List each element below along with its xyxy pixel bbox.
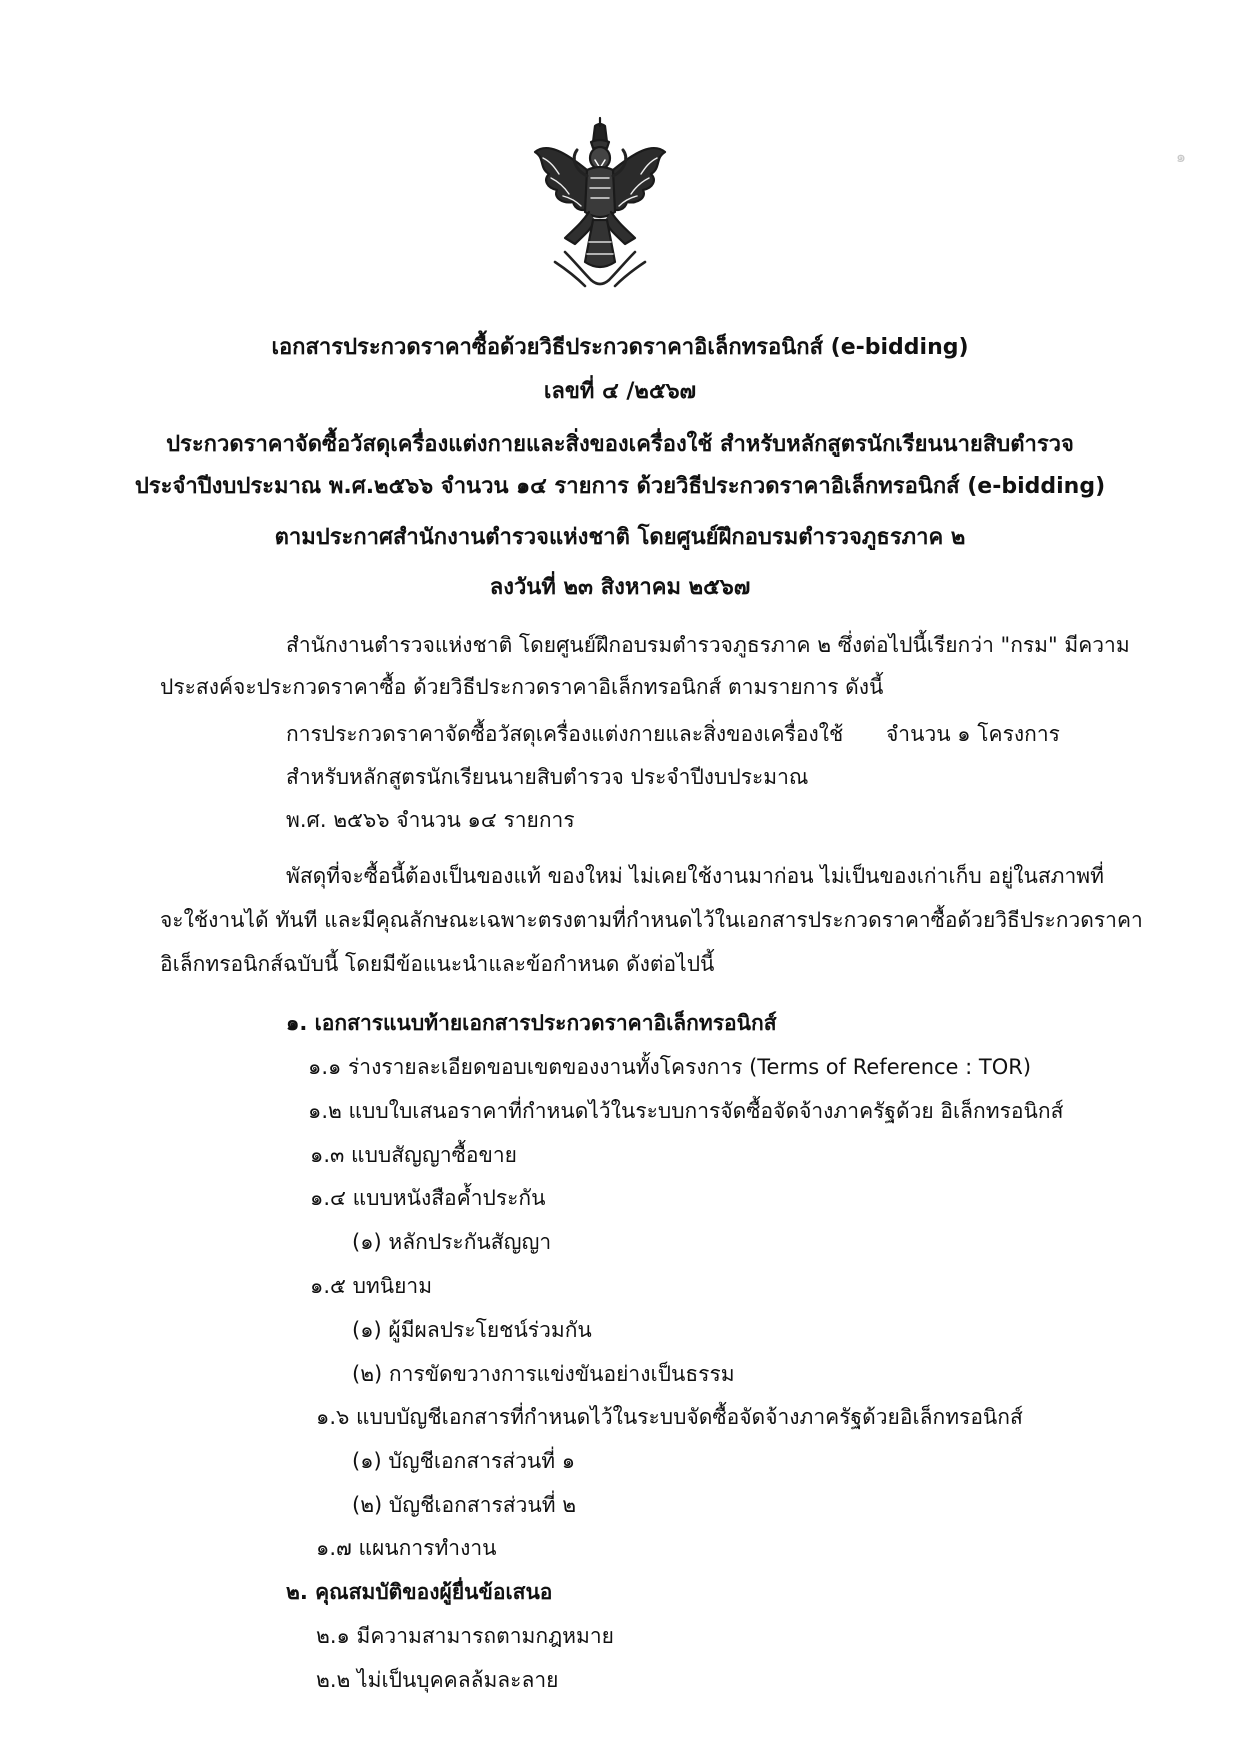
garuda-emblem: [525, 112, 675, 292]
item-1-5-1: (๑) ผู้มีผลประโยชน์ร่วมกัน: [352, 1318, 592, 1342]
faint-page-mark: ๑: [1175, 147, 1186, 166]
supplies-line-2: จะใช้งานได้ ทันที และมีคุณลักษณะเฉพาะตรงตามที่กำหนดไว้ในเอกสารประกวดราคาซื้อด้วยวิธีประกวดราคา: [160, 908, 1143, 932]
item-1-5-2: (๒) การขัดขวางการแข่งขันอย่างเป็นธรรม: [352, 1362, 735, 1386]
announcement-line: ตามประกาศสำนักงานตำรวจแห่งชาติ โดยศูนย์ฝึกอบรมตำรวจภูธรภาค ๒: [274, 525, 966, 550]
item-1-2: ๑.๒ แบบใบเสนอราคาที่กำหนดไว้ในระบบการจัดซื้อจัดจ้างภาครัฐด้วย อิเล็กทรอนิกส์: [308, 1099, 1064, 1123]
intro-line-2: ประสงค์จะประกวดราคาซื้อ ด้วยวิธีประกวดราคาอิเล็กทรอนิกส์ ตามรายการ ดังนี้: [160, 675, 884, 699]
announcement-date: ลงวันที่ ๒๓ สิงหาคม ๒๕๖๗: [489, 575, 751, 600]
intro-line-1: สำนักงานตำรวจแห่งชาติ โดยศูนย์ฝึกอบรมตำรวจภูธรภาค ๒ ซึ่งต่อไปนี้เรียกว่า "กรม" มีความ: [286, 633, 1130, 657]
item-1-6: ๑.๖ แบบบัญชีเอกสารที่กำหนดไว้ในระบบจัดซื้อจัดจ้างภาครัฐด้วยอิเล็กทรอนิกส์: [316, 1405, 1023, 1429]
subject-line-1: ประกวดราคาจัดซื้อวัสดุเครื่องแต่งกายและสิ่งของเครื่องใช้ สำหรับหลักสูตรนักเรียนนายสิบตำรวจ: [166, 432, 1074, 457]
item-1-3: ๑.๓ แบบสัญญาซื้อขาย: [310, 1143, 517, 1167]
item-2-1: ๒.๑ มีความสามารถตามกฎหมาย: [316, 1624, 614, 1648]
item-2-2: ๒.๒ ไม่เป็นบุคคลล้มละลาย: [316, 1668, 559, 1692]
item-1-7: ๑.๗ แผนการทำงาน: [316, 1536, 497, 1560]
item-1-6-1: (๑) บัญชีเอกสารส่วนที่ ๑: [352, 1449, 576, 1473]
item-1-6-2: (๒) บัญชีเอกสารส่วนที่ ๒: [352, 1493, 577, 1517]
supplies-line-1: พัสดุที่จะซื้อนี้ต้องเป็นของแท้ ของใหม่ ไม่เคยใช้งานมาก่อน ไม่เป็นของเก่าเก็บ อยู่ในสภาพที่: [286, 864, 1104, 888]
item-1-4: ๑.๔ แบบหนังสือค้ำประกัน: [310, 1186, 546, 1210]
item-1-1: ๑.๑ ร่างรายละเอียดขอบเขตของงานทั้งโครงการ (Terms of Reference : TOR): [308, 1055, 1032, 1079]
item-1-5: ๑.๕ บทนิยาม: [310, 1274, 433, 1298]
subject-line-2: ประจำปีงบประมาณ พ.ศ.๒๕๖๖ จำนวน ๑๔ รายการ ด้วยวิธีประกวดราคาอิเล็กทรอนิกส์ (e-bidding): [134, 474, 1106, 499]
section-1-heading: ๑. เอกสารแนบท้ายเอกสารประกวดราคาอิเล็กทรอนิกส์: [286, 1011, 777, 1035]
document-title: เอกสารประกวดราคาซื้อด้วยวิธีประกวดราคาอิเล็กทรอนิกส์ (e-bidding): [271, 335, 969, 360]
item-line-2: สำหรับหลักสูตรนักเรียนนายสิบตำรวจ ประจำปีงบประมาณ: [286, 765, 809, 789]
supplies-line-3: อิเล็กทรอนิกส์ฉบับนี้ โดยมีข้อแนะนำและข้อกำหนด ดังต่อไปนี้: [160, 952, 715, 976]
item-line-3: พ.ศ. ๒๕๖๖ จำนวน ๑๔ รายการ: [286, 808, 575, 832]
item-line-1: การประกวดราคาจัดซื้อวัสดุเครื่องแต่งกายและสิ่งของเครื่องใช้: [286, 722, 844, 746]
item-1-4-1: (๑) หลักประกันสัญญา: [352, 1230, 552, 1254]
document-number: เลขที่ ๔ /๒๕๖๗: [543, 379, 697, 404]
item-quantity: จำนวน ๑ โครงการ: [886, 722, 1060, 746]
section-2-heading: ๒. คุณสมบัติของผู้ยื่นข้อเสนอ: [286, 1580, 553, 1604]
